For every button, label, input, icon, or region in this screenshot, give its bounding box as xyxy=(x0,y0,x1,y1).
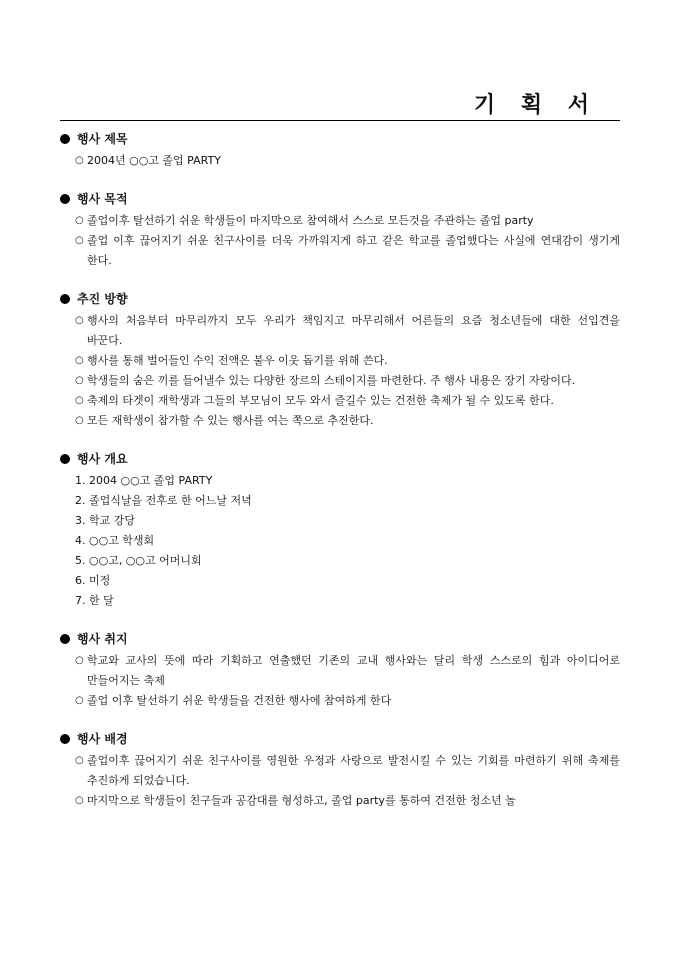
list-item: ○ 마지막으로 학생들이 친구들과 공감대를 형성하고, 졸업 party를 통하여 건전한 청소년 놀 xyxy=(60,791,620,811)
list-item: ○ 행사의 처음부터 마무리까지 모두 우리가 책임지고 마무리해서 어른들의 요즘 청소년들에 대한 선입견을 바꾼다. xyxy=(60,311,620,351)
section-heading: 행사 개요 xyxy=(60,451,620,468)
numbered-item: 2. 졸업식날을 전후로 한 어느날 저녁 xyxy=(75,494,252,507)
list-item: ○ 모든 재학생이 참가할 수 있는 행사를 여는 쪽으로 추진한다. xyxy=(60,411,620,431)
numbered-item: 6. 미정 xyxy=(75,574,111,587)
section-direction xyxy=(60,291,620,431)
section-intent xyxy=(60,631,620,711)
list-item: ○ 행사를 통해 벌어들인 수익 전액은 불우 이웃 돕기를 위해 쓴다. xyxy=(60,351,620,371)
hollow-circle-bullet-icon: ○ xyxy=(75,695,84,706)
list-item: ○ 학생들의 숨은 끼를 들어낼수 있는 다양한 장르의 스테이지를 마련한다. 주 행사 내용은 장기 자랑이다. xyxy=(60,371,620,391)
hollow-circle-bullet-icon: ○ xyxy=(75,215,84,226)
hollow-circle-bullet-icon: ○ xyxy=(75,375,84,386)
hollow-circle-bullet-icon: ○ xyxy=(75,395,84,406)
section-heading: 행사 목적 xyxy=(60,191,620,208)
numbered-item: 5. ○○고, ○○고 어머니회 xyxy=(75,554,202,567)
numbered-item: 7. 한 달 xyxy=(75,594,114,607)
numbered-item: 3. 학교 강당 xyxy=(75,514,135,527)
section-heading: 행사 배경 xyxy=(60,731,620,748)
filled-circle-bullet-icon xyxy=(60,194,70,204)
hollow-circle-bullet-icon: ○ xyxy=(75,355,84,366)
filled-circle-bullet-icon xyxy=(60,734,70,744)
section-background xyxy=(60,731,620,811)
section-event-purpose xyxy=(60,191,620,271)
section-heading: 행사 제목 xyxy=(60,131,620,148)
section-overview xyxy=(60,451,620,611)
filled-circle-bullet-icon xyxy=(60,294,70,304)
hollow-circle-bullet-icon: ○ xyxy=(75,655,84,666)
numbered-item: 4. ○○고 학생회 xyxy=(75,534,155,547)
filled-circle-bullet-icon xyxy=(60,454,70,464)
list-item: ○ 학교와 교사의 뜻에 따라 기획하고 연출했던 기존의 교내 행사와는 달리 학생 스스로의 힘과 아이디어로 만들어지는 축제 xyxy=(60,651,620,691)
list-item: ○ 졸업 이후 탈선하기 쉬운 학생들을 건전한 행사에 참여하게 한다 xyxy=(60,691,620,711)
hollow-circle-bullet-icon: ○ xyxy=(75,755,84,766)
document-title: 기 획 서 xyxy=(473,92,598,118)
document-body xyxy=(60,131,620,831)
hollow-circle-bullet-icon: ○ xyxy=(75,315,84,326)
hollow-circle-bullet-icon: ○ xyxy=(75,415,84,426)
list-item: ○ 2004년 ○○고 졸업 PARTY xyxy=(60,151,620,171)
list-item: ○ 졸업 이후 끊어지기 쉬운 친구사이를 더욱 가까워지게 하고 같은 학교를 졸업했다는 사실에 연대감이 생기게 한다. xyxy=(60,231,620,271)
list-item: ○ 졸업이후 탈선하기 쉬운 학생들이 마지막으로 참여해서 스스로 모든것을 주관하는 졸업 party xyxy=(60,211,620,231)
numbered-item: 1. 2004 ○○고 졸업 PARTY xyxy=(75,474,213,487)
hollow-circle-bullet-icon: ○ xyxy=(75,155,84,166)
hollow-circle-bullet-icon: ○ xyxy=(75,795,84,806)
title-divider xyxy=(60,120,620,121)
hollow-circle-bullet-icon: ○ xyxy=(75,235,84,246)
filled-circle-bullet-icon xyxy=(60,634,70,644)
list-item: ○ 졸업이후 끊어지기 쉬운 친구사이를 영원한 우정과 사랑으로 발전시킬 수 있는 기회를 마련하기 위해 축제를 추진하게 되었습니다. xyxy=(60,751,620,791)
section-heading: 추진 방향 xyxy=(60,291,620,308)
list-item: ○ 축제의 타겟이 재학생과 그들의 부모님이 모두 와서 즐길수 있는 건전한 축제가 될 수 있도록 한다. xyxy=(60,391,620,411)
section-event-title xyxy=(60,131,620,171)
filled-circle-bullet-icon xyxy=(60,134,70,144)
section-heading: 행사 취지 xyxy=(60,631,620,648)
